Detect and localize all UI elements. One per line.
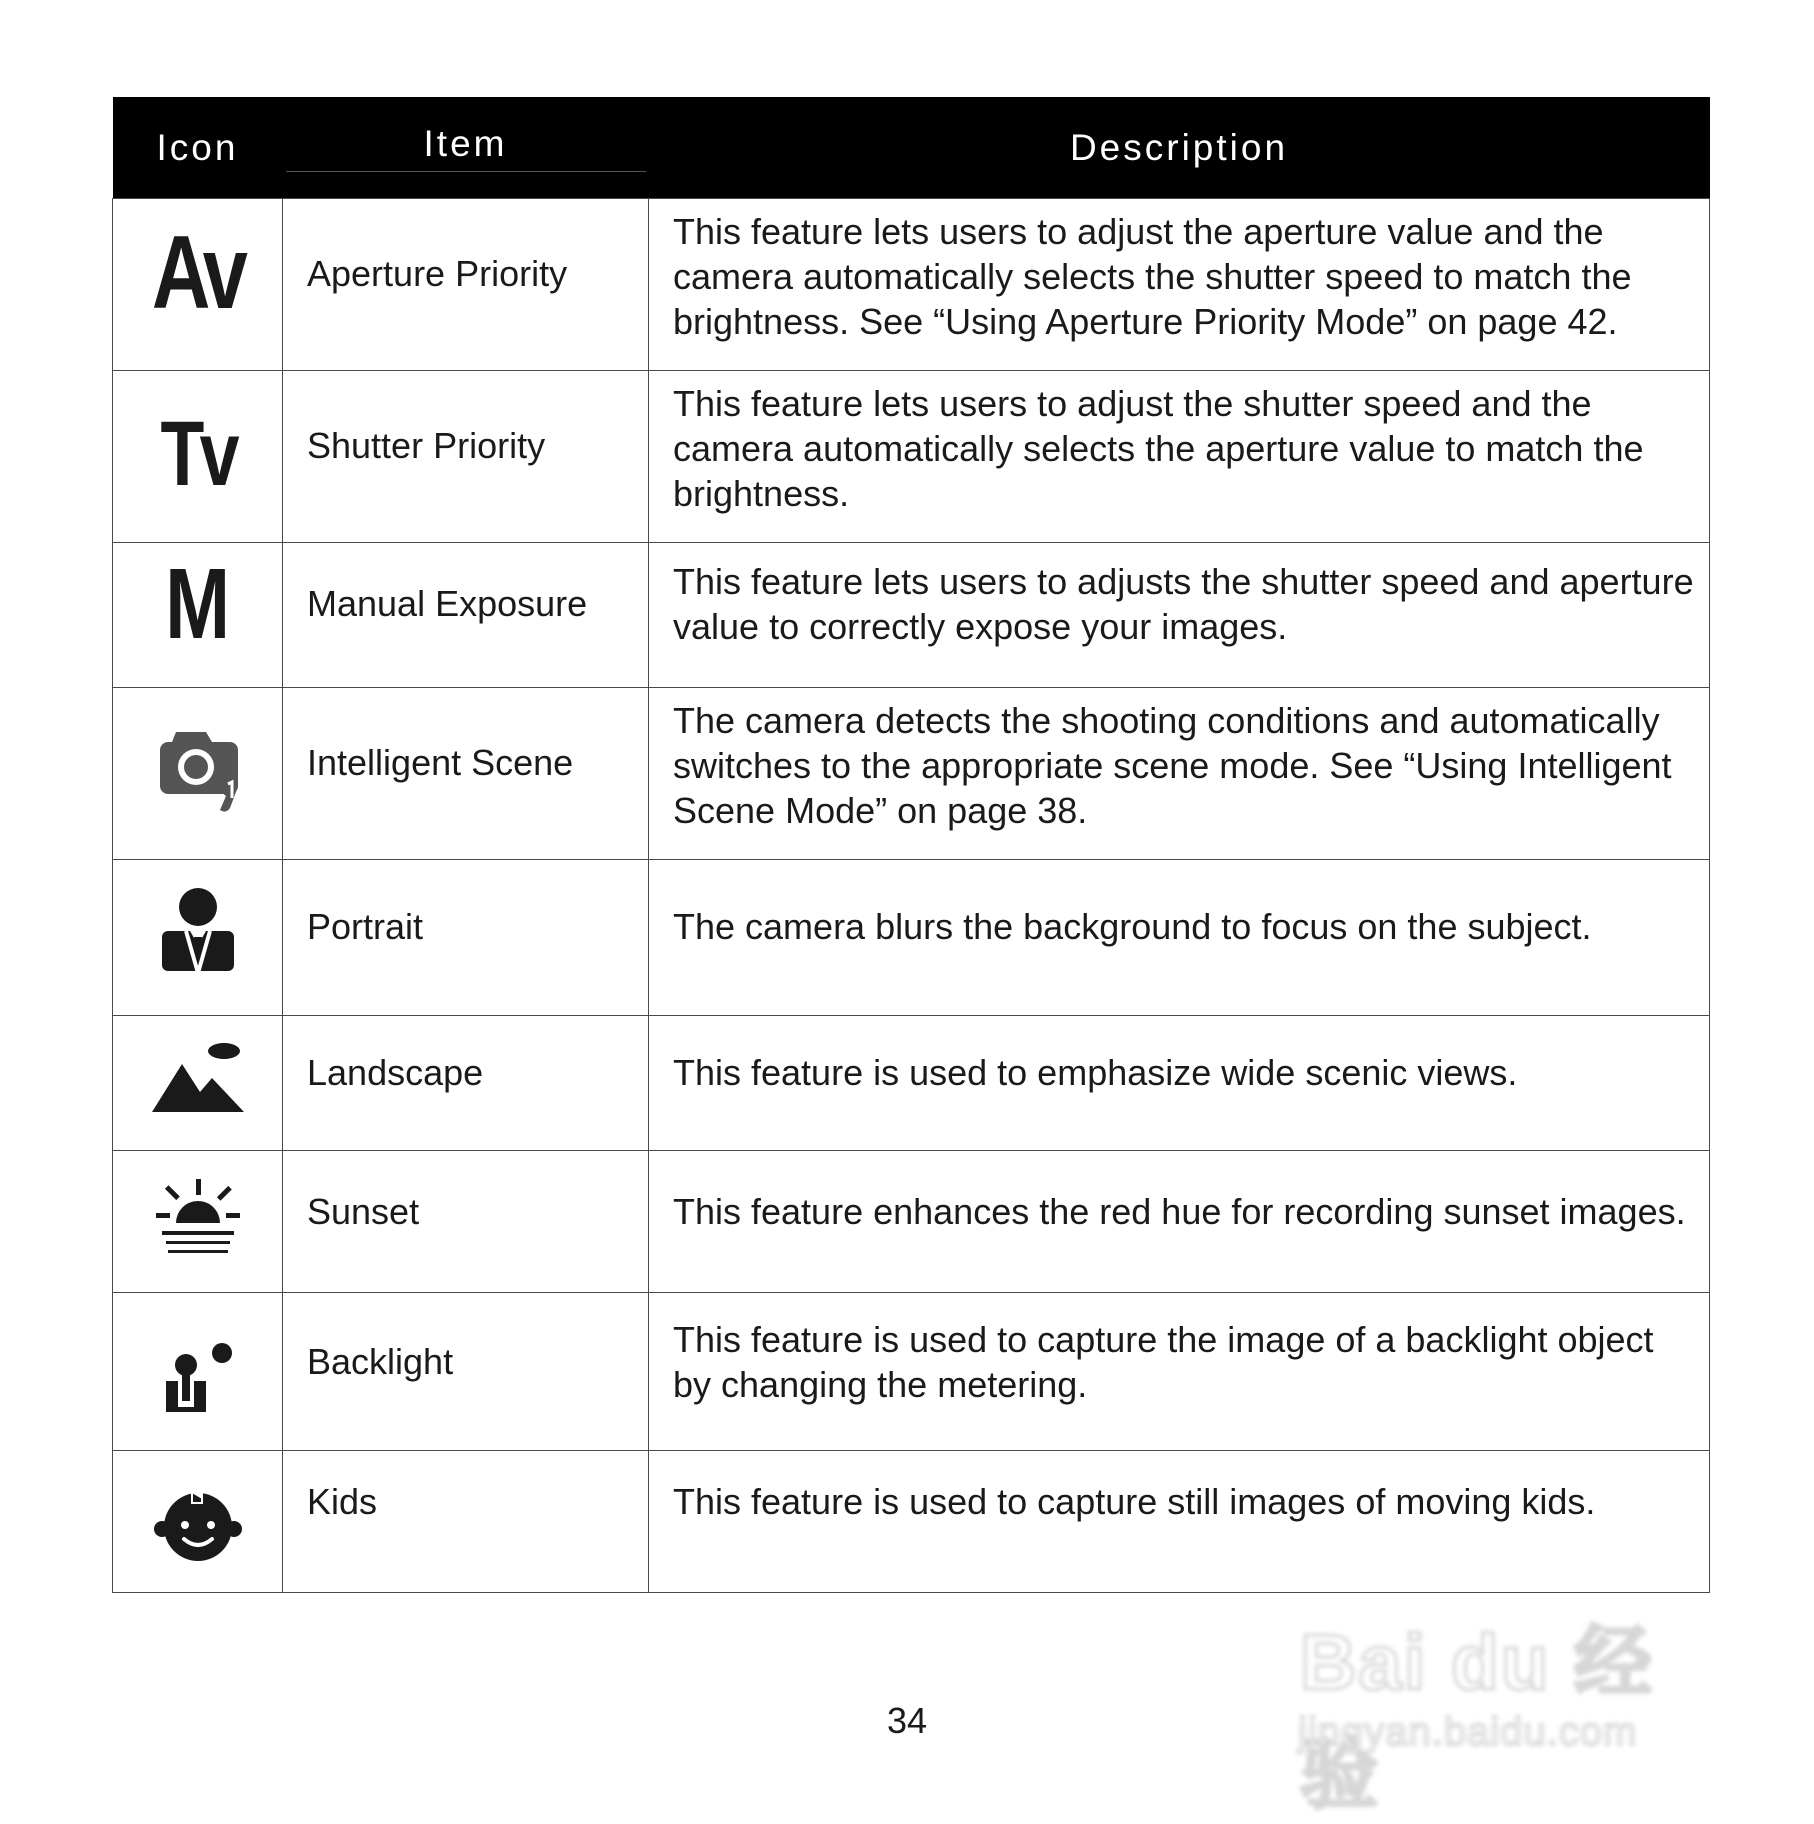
icon-cell [113,199,283,371]
header-item-label: Item [286,123,646,172]
scene-mode-table [112,97,1710,1593]
description-cell: This feature lets users to adjust the shutter speed and the camera automatically selects the aperture value to match the brightness. [649,371,1710,543]
table-row [113,1293,1710,1451]
table-row [113,688,1710,860]
header-description: Description [649,97,1710,199]
item-cell: Manual Exposure [283,543,649,688]
description-cell: This feature is used to capture still images of moving kids. [649,1451,1710,1593]
sunset-icon [156,1179,240,1255]
icon-cell [113,860,283,1016]
aperture-priority-icon: Av [151,215,244,331]
icon-cell [113,1151,283,1293]
table-row [113,1016,1710,1151]
icon-cell [113,1293,283,1451]
item-cell: Sunset [283,1151,649,1293]
icon-cell [113,1016,283,1151]
baidu-jingyan-watermark [1290,1560,1720,1818]
table-header-row [113,97,1710,199]
table-row [113,371,1710,543]
item-cell: Intelligent Scene [283,688,649,860]
table-row [113,860,1710,1016]
header-item [283,97,649,199]
description-cell: This feature enhances the red hue for recording sunset images. [649,1151,1710,1293]
backlight-icon [162,1321,234,1413]
watermark-logo: Bai du 经验 [1300,1618,1655,1818]
item-cell: Shutter Priority [283,371,649,543]
item-cell: Backlight [283,1293,649,1451]
header-icon: Icon [113,97,283,199]
icon-cell [113,543,283,688]
item-cell: Kids [283,1451,649,1593]
description-cell: This feature lets users to adjust the aperture value and the camera automatically selects the shutter speed to match the brightness. See “Using Aperture Priority Mode” on page 42. [649,199,1710,371]
item-cell: Aperture Priority [283,199,649,371]
kids-icon [152,1471,244,1563]
icon-cell [113,1451,283,1593]
watermark-url: jingyan.baidu.com [1298,1710,1638,1754]
manual-exposure-icon: M [165,548,230,660]
intelligent-scene-camera-icon [150,724,246,814]
description-cell: This feature lets users to adjusts the shutter speed and aperture value to correctly expose your images. [649,543,1710,688]
table-row [113,1151,1710,1293]
page-number: 34 [886,1700,928,1741]
icon-cell [113,371,283,543]
icon-cell [113,688,283,860]
item-cell: Landscape [283,1016,649,1151]
table-row [113,199,1710,371]
table-row [113,543,1710,688]
shutter-priority-icon: Tv [160,403,235,505]
landscape-icon [152,1042,244,1114]
description-cell: This feature is used to emphasize wide scenic views. [649,1016,1710,1151]
description-cell: The camera blurs the background to focus on the subject. [649,860,1710,1016]
item-cell: Portrait [283,860,649,1016]
portrait-icon [158,887,238,979]
description-cell: The camera detects the shooting conditions and automatically switches to the appropriate scene mode. See “Using Intelligent Scene Mode” on page 38. [649,688,1710,860]
description-cell: This feature is used to capture the image of a backlight object by changing the metering. [649,1293,1710,1451]
